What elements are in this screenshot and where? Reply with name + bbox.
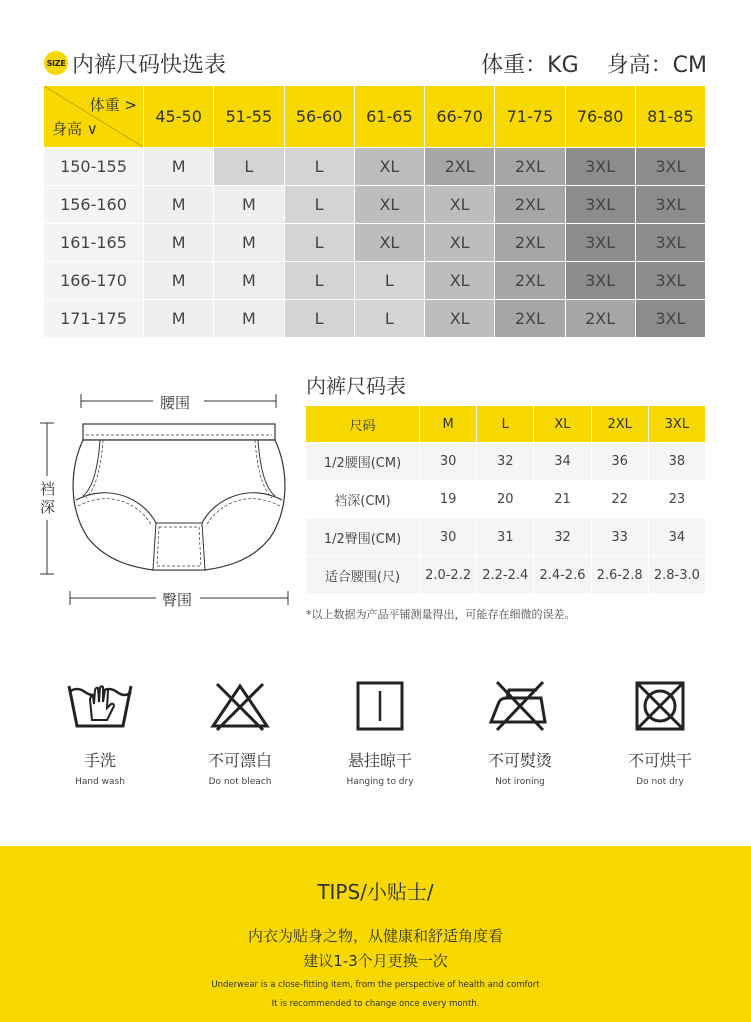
table-cell: 20 [477,481,534,519]
size-cell: 3XL [566,224,636,262]
care-instructions [40,680,720,800]
table-cell: 36 [592,443,649,481]
column-header: 尺码 [306,406,420,443]
size-cell: L [285,224,355,262]
hip-label: 臀围 [162,591,193,609]
size-cell: 2XL [566,300,636,338]
weight-range-header: 61-65 [355,86,425,148]
size-cell: M [214,262,284,300]
table-cell: 38 [649,443,706,481]
table-cell: 34 [649,519,706,557]
table-row [44,300,706,338]
measurement-note: *以上数据为产品平铺测量得出，可能存在细微的误差。 [306,608,576,621]
weight-range-header: 71-75 [495,86,565,148]
size-cell: XL [355,224,425,262]
care-item-no-bleach [180,680,300,800]
table-row [306,519,706,557]
size-cell: L [285,186,355,224]
size-cell: XL [425,262,495,300]
size-cell: L [214,148,284,186]
size-cell: 2XL [495,186,565,224]
table-cell: 33 [592,519,649,557]
column-header: M [420,406,477,443]
height-range-label: 161-165 [44,224,144,262]
weight-range-header: 56-60 [285,86,355,148]
no-tumble-dry-icon [625,680,695,732]
care-label-cn: 悬挂晾干 [347,751,412,770]
size-cell: XL [355,186,425,224]
tips-english-1: Underwear is a close-fitting item, from the perspective of health and comfort [211,980,540,990]
size-cell: 3XL [636,224,706,262]
size-cell: XL [355,148,425,186]
size-cell: XL [425,300,495,338]
measure-table-title: 内裤尺码表 [306,374,406,398]
no-bleach-icon [205,680,275,732]
column-header: XL [534,406,591,443]
height-range-label: 156-160 [44,186,144,224]
table-row [44,186,706,224]
size-cell: M [214,224,284,262]
height-range-label: 150-155 [44,148,144,186]
size-cell: 3XL [566,148,636,186]
care-item-no-tumble-dry [600,680,720,800]
care-label-cn: 不可烘干 [627,751,692,770]
size-cell: 2XL [495,300,565,338]
care-label-cn: 手洗 [83,751,116,770]
quick-table-header-row [44,86,706,148]
height-range-label: 166-170 [44,262,144,300]
size-cell: M [144,262,214,300]
size-cell: M [144,224,214,262]
weight-unit-label: 体重：KG [481,53,579,78]
table-cell: 2.0-2.2 [420,557,477,595]
quick-size-table [44,86,706,338]
care-label-en: Not ironing [495,777,545,787]
size-cell: 3XL [566,262,636,300]
page-title: 内裤尺码快选表 [72,53,227,78]
size-cell: L [355,300,425,338]
row-label: 1/2臀围(CM) [306,519,420,557]
size-badge-icon: SIZE [44,51,68,75]
size-cell: M [144,148,214,186]
care-label-en: Hanging to dry [346,777,414,787]
table-cell: 2.4-2.6 [534,557,591,595]
table-row [44,148,706,186]
care-label-cn: 不可熨烫 [487,751,552,770]
table-cell: 21 [534,481,591,519]
tips-title: TIPS/小贴士/ [317,880,434,904]
table-cell: 2.2-2.4 [477,557,534,595]
size-cell: M [214,186,284,224]
care-label-en: Hand wash [75,777,125,787]
care-item-hang-dry [320,680,440,800]
weight-range-header: 76-80 [566,86,636,148]
table-cell: 32 [477,443,534,481]
measure-table-header-row [306,406,706,443]
corner-weight-label: 体重 > [89,96,137,114]
size-cell: 2XL [495,262,565,300]
no-iron-icon [485,680,555,732]
table-cell: 23 [649,481,706,519]
size-cell: XL [425,186,495,224]
size-cell: XL [425,224,495,262]
size-cell: L [355,262,425,300]
unit-legend [453,48,707,79]
table-cell: 34 [534,443,591,481]
size-cell: 3XL [636,300,706,338]
care-label-en: Do not dry [636,777,684,787]
table-row [306,443,706,481]
table-cell: 19 [420,481,477,519]
weight-range-header: 66-70 [425,86,495,148]
hang-dry-icon [345,680,415,732]
tips-banner [0,846,751,1022]
size-cell: 3XL [636,262,706,300]
corner-height-label: 身高 ∨ [52,120,98,138]
table-row [44,262,706,300]
table-cell: 32 [534,519,591,557]
size-cell: M [144,300,214,338]
size-cell: 3XL [636,186,706,224]
table-cell: 2.6-2.8 [592,557,649,595]
care-item-hand-wash [40,680,160,800]
table-cell: 31 [477,519,534,557]
table-cell: 30 [420,443,477,481]
care-item-no-iron [460,680,580,800]
tips-line-1: 内衣为贴身之物，从健康和舒适角度看 [247,927,503,945]
tips-english-2: It is recommended to change once every month. [271,999,480,1009]
waist-label: 腰围 [160,394,191,412]
care-label-en: Do not bleach [208,777,272,787]
care-label-cn: 不可漂白 [207,751,272,770]
size-cell: 2XL [425,148,495,186]
column-header: 2XL [592,406,649,443]
size-cell: 2XL [495,224,565,262]
header [44,44,707,80]
row-label: 裆深(CM) [306,481,420,519]
hand-wash-icon [65,680,135,732]
column-header: L [477,406,534,443]
size-cell: 3XL [566,186,636,224]
underwear-diagram [38,388,300,618]
height-unit-label: 身高：CM [606,53,707,78]
table-cell: 30 [420,519,477,557]
quick-table-corner [44,86,144,148]
rise-label: 裆深 [40,480,56,516]
row-label: 1/2腰围(CM) [306,443,420,481]
weight-range-header: 81-85 [636,86,706,148]
weight-range-header: 51-55 [214,86,284,148]
weight-range-header: 45-50 [144,86,214,148]
table-row [306,481,706,519]
size-cell: L [285,148,355,186]
size-cell: L [285,262,355,300]
column-header: 3XL [649,406,706,443]
briefs-illustration-icon [38,388,300,618]
height-range-label: 171-175 [44,300,144,338]
size-cell: L [285,300,355,338]
table-row [44,224,706,262]
table-cell: 22 [592,481,649,519]
size-cell: M [144,186,214,224]
table-cell: 2.8-3.0 [649,557,706,595]
table-row [306,557,706,595]
size-cell: 3XL [636,148,706,186]
size-cell: 2XL [495,148,565,186]
row-label: 适合腰围(尺) [306,557,420,595]
measure-table [306,406,706,595]
size-cell: M [214,300,284,338]
tips-line-2: 建议1-3个月更换一次 [303,952,448,970]
